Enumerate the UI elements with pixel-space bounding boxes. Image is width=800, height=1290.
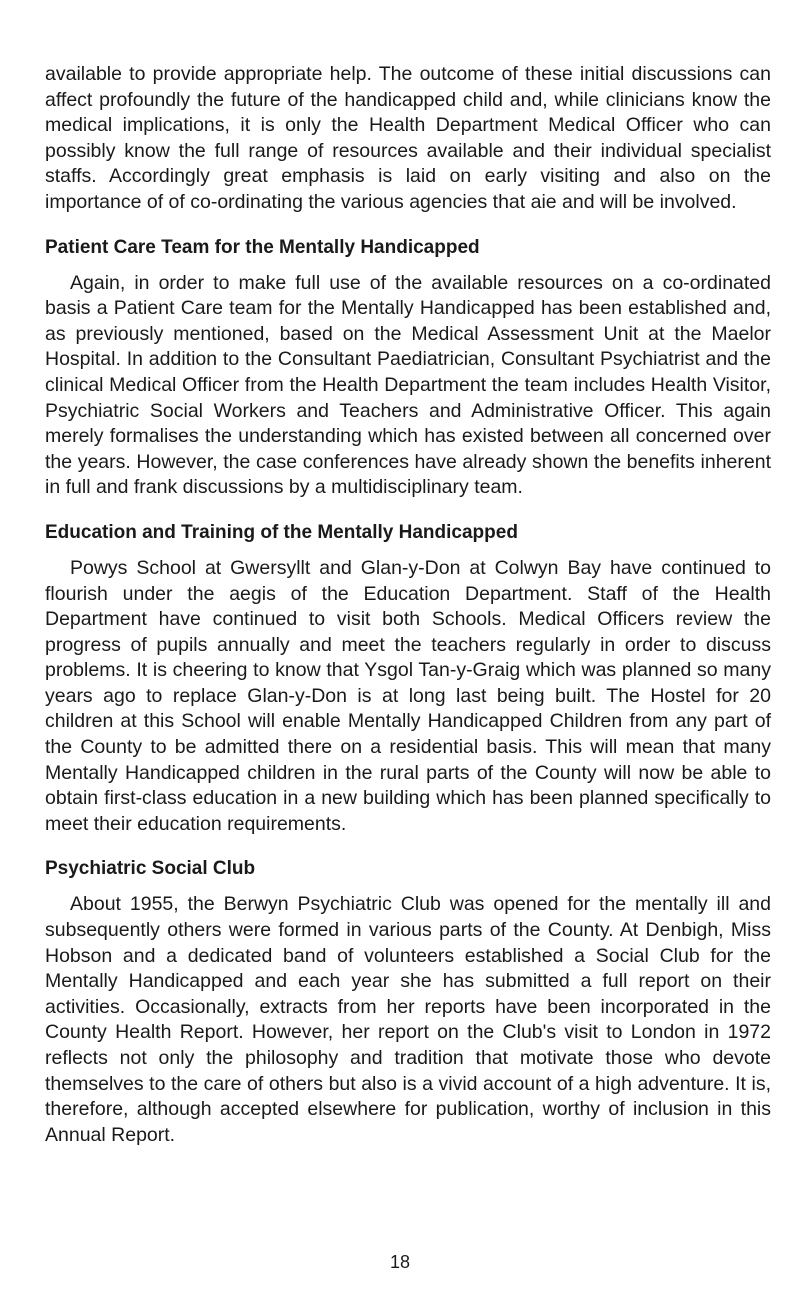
education-training-paragraph: Powys School at Gwersyllt and Glan-y-Don at Colwyn Bay have continued to flourish under the aegis of the Education Department. Staff of the Health Department have continued to visit both Schools. Medical Officers review the progress of pupils annually and meet the teachers regularly in order to discuss problems. It is cheering to know that Ysgol Tan-y-Graig which was planned so many years ago to replace Glan-y-Don is at long last being built. The Hostel for 20 children at this School will enable Mentally Handicapped Children from any part of the County to be admitted there on a residential basis. This will mean that many Mentally Handicapped children in the rural parts of the County will now be able to obtain first-class education in a new building which has been planned specifically to meet their education requirements. [45, 556, 771, 835]
psychiatric-social-club-paragraph: About 1955, the Berwyn Psychiatric Club was opened for the mentally ill and subsequently others were formed in various parts of the County. At Denbigh, Miss Hobson and a dedicated band of volunteers established a Social Club for the Mentally Handicapped and each year she has submitted a full report on their activities. Occasionally, extracts from her reports have been incorporated in the County Health Report. However, her report on the Club's visit to London in 1972 reflects not only the philosophy and tradition that motivate those who devote themselves to the care of others but also is a vivid account of a high adventure. It is, therefore, although accepted elsewhere for publication, worthy of inclusion in this Annual Report. [45, 893, 771, 1146]
page-number: 18 [389, 1252, 411, 1272]
heading-patient-care-team: Patient Care Team for the Mentally Handicapped [45, 236, 480, 258]
intro-paragraph: available to provide appropriate help. The outcome of these initial discussions can affect profoundly the future of the handicapped child and, while clinicians know the medical implications, it is only the Health Department Medical Officer who can possibly know the full range of resources available and their individual specialist staffs. Accordingly great emphasis is laid on early visiting and also on the importance of of co-ordinating the various agencies that aie and will be involved. [45, 63, 771, 213]
heading-psychiatric-social-club: Psychiatric Social Club [45, 858, 256, 880]
heading-education-training: Education and Training of the Mentally Handicapped [45, 521, 518, 543]
patient-care-team-paragraph: Again, in order to make full use of the available resources on a co-ordinated basis a Patient Care team for the Mentally Handicapped has been established and, as previously mentioned, based on the Medical Assessment Unit at the Maelor Hospital. In addition to the Consultant Paediatrician, Consultant Psychiatrist and the clinical Medical Officer from the Health Department the team includes Health Visitor, Psychiatric Social Workers and Teachers and Administrative Officer. This again merely formalises the understanding which has existed between all concerned over the years. However, the case conferences have already shown the benefits inherent in full and frank discussions by a multidisciplinary team. [45, 271, 771, 499]
document-page [45, 62, 771, 1148]
